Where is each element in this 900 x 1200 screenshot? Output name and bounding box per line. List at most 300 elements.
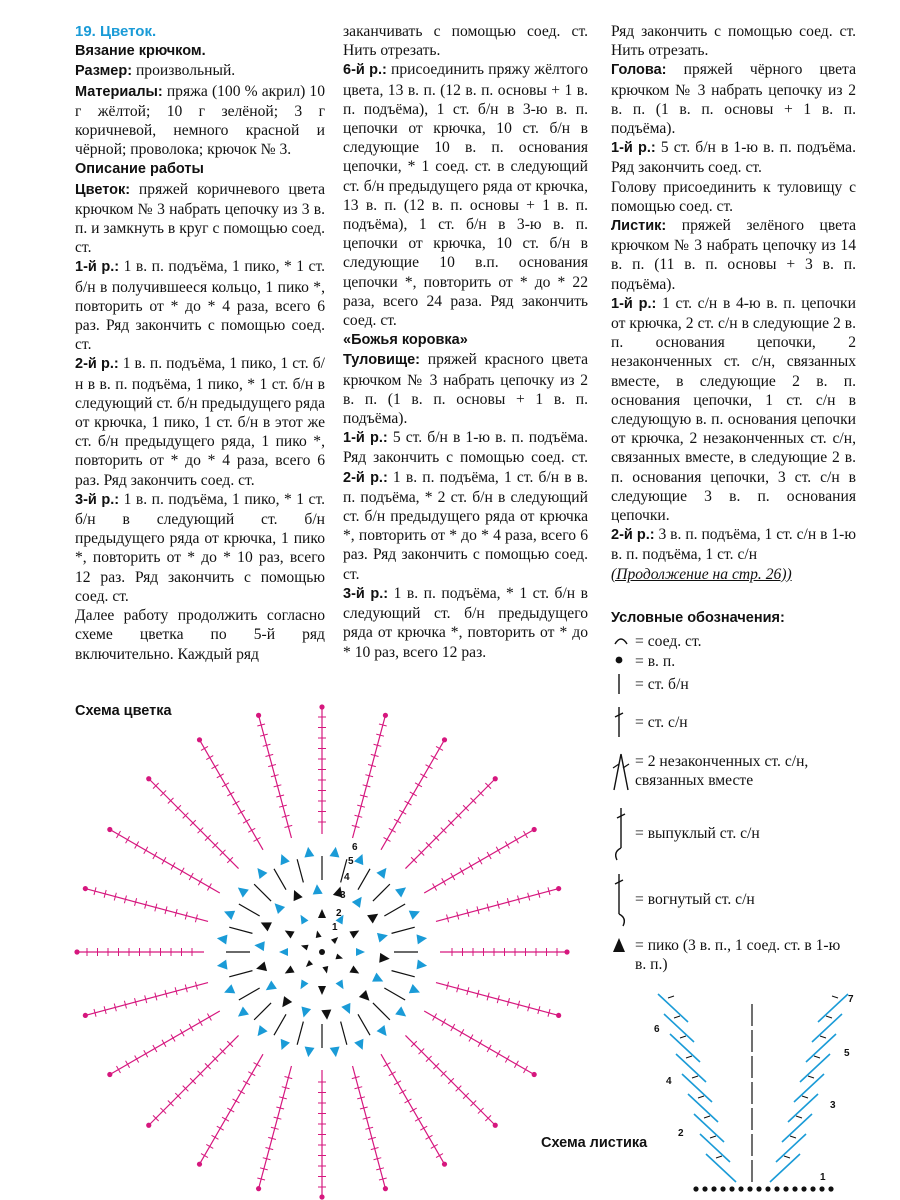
petal-tick [405, 1099, 412, 1103]
picot-mark [314, 930, 321, 938]
petal-tick [135, 842, 139, 849]
petal-tick [384, 837, 391, 841]
petal-tick [415, 783, 422, 787]
picot-mark [312, 884, 323, 895]
petal-tip [493, 1123, 498, 1128]
leaf-tick [716, 1156, 722, 1158]
petal-tick [460, 868, 464, 875]
chain-dot [801, 1186, 806, 1191]
chain-icon [611, 652, 635, 668]
legend-item-dc2tog [611, 752, 855, 792]
petal-tick [189, 1024, 193, 1031]
petal-line [85, 889, 208, 922]
petal-tip [107, 827, 112, 832]
picot-icon [611, 936, 635, 956]
petal-tick [198, 1019, 202, 1026]
flower-diagram [60, 700, 580, 1200]
picot-mark [254, 1025, 268, 1039]
stitch-mark [297, 859, 303, 882]
petal-tick [126, 1061, 130, 1068]
stitch-mark [274, 869, 286, 890]
chain-dot [702, 1186, 707, 1191]
leaf-stitch [800, 1054, 830, 1082]
petal-tick [505, 1056, 509, 1063]
row-number: 4 [666, 1076, 672, 1087]
petal-line [149, 1035, 239, 1125]
picot-mark [417, 959, 428, 970]
petal-tick [207, 884, 211, 891]
picot-mark [235, 884, 249, 898]
petal-tick [206, 1144, 213, 1148]
petal-tick [227, 792, 234, 796]
size-label: Размер: [75, 63, 133, 80]
petal-line [405, 1035, 495, 1125]
chain-dot [783, 1186, 788, 1191]
petal-tick [394, 1081, 401, 1085]
petal-tick [399, 1090, 406, 1094]
picot-mark [297, 979, 308, 991]
leaf-stitch [706, 1154, 736, 1182]
picot-mark [259, 918, 272, 931]
picot-mark [349, 927, 361, 938]
legend-item-chain [611, 652, 675, 671]
chain-dot [711, 1186, 716, 1191]
petal-tick [405, 801, 412, 805]
picot-mark [376, 865, 390, 879]
petal-tick [410, 1108, 417, 1112]
picot-mark [321, 1009, 332, 1020]
picot-mark [329, 846, 340, 857]
legend-text: = пико (3 в. п., 1 соед. ст. в 1-ю в. п.) [635, 937, 841, 973]
stitch-mark [392, 971, 415, 977]
chain-dot [810, 1186, 815, 1191]
body-text: пряжей красного цвета крючком № 3 набрать цепочку из 2 в. п. (1 в. п. основы + 1 в. п. подъёма). [343, 351, 588, 428]
leaf-tick [674, 1016, 680, 1018]
leaf-tick [704, 1116, 710, 1118]
petal-tip [442, 1162, 447, 1167]
leaf-tick [820, 1036, 826, 1038]
leaf-tick [668, 996, 674, 998]
leaf-tick [686, 1056, 692, 1058]
petal-tip [383, 713, 388, 718]
picot-mark [395, 1006, 409, 1020]
petal-tick [222, 783, 229, 787]
row3-text: 1 в. п. подъёма, 1 пико, * 1 ст. б/н в следующий ст. б/н предыдущего ряда от крючка, 1 пико *, повторить от * до * 10 раз, всего 12 раз. Ряд закончить с помощью соед. ст. [75, 490, 325, 605]
petal-tick [198, 878, 202, 885]
picot-mark [377, 930, 389, 942]
petal-tip [564, 949, 569, 954]
petal-tip [319, 1194, 324, 1199]
petal-tick [460, 1029, 464, 1036]
petal-tick [384, 1063, 391, 1067]
petal-tick [243, 1081, 250, 1085]
petal-tip [197, 1162, 202, 1167]
petal-tick [212, 765, 219, 769]
leaf-tick [784, 1156, 790, 1158]
picot-mark [279, 948, 288, 956]
petal-tick [399, 810, 406, 814]
petal-tip [256, 713, 261, 718]
leaf-text: пряжей зелёного цвета крючком № 3 набрать цепочку из 14 в. п. (11 в. п. основы + 3 в. п. подъёма). [611, 217, 856, 293]
leaf-tick [802, 1096, 808, 1098]
column-3 [611, 22, 856, 584]
flower-schema-label: Схема цветка [75, 703, 172, 719]
legend-item-picot [611, 936, 855, 974]
petal-tick [233, 801, 240, 805]
petal-tick [514, 836, 518, 843]
row-number: 2 [336, 908, 342, 919]
picot-mark [254, 940, 265, 951]
leaf-stitch [688, 1094, 718, 1122]
attach-text: Голову присоединить к туловищу с помощью соед. ст. [611, 178, 856, 215]
petal-tick [206, 756, 213, 760]
leaf-stitch [818, 994, 848, 1022]
leaf-label: Листик: [611, 218, 667, 235]
legend-text: = соед. ст. [635, 633, 702, 650]
picot-mark [277, 1039, 290, 1052]
body-row2-text: 1 в. п. подъёма, 1 ст. б/н в в. п. подъёма, * 2 ст. б/н в следующий ст. б/н предыдущего ряда от крючка *, повторить от * до * 4 раза, всего 6 раз. Ряд закончить с помощью соед. ст. [343, 468, 588, 583]
petal-tip [83, 1013, 88, 1018]
picot-mark [395, 883, 409, 897]
petal-tip [83, 886, 88, 891]
materials-label: Материалы: [75, 83, 163, 100]
chain-dot [729, 1186, 734, 1191]
petal-tick [496, 1050, 500, 1057]
row-number: 1 [332, 922, 338, 933]
picot-mark [278, 996, 292, 1010]
petal-tick [144, 847, 148, 854]
flower-label: Цветок: [75, 181, 131, 198]
picot-mark [216, 933, 227, 944]
petal-tick [201, 746, 208, 750]
leaf-stitch [700, 1134, 730, 1162]
petal-tick [478, 1040, 482, 1047]
back-post-dc-icon [611, 872, 635, 928]
leaf-diagram [648, 984, 868, 1199]
head-row1-text: 5 ст. б/н в 1-ю в. п. подъёма. Ряд закончить соед. ст. [611, 139, 856, 177]
chain-dot [720, 1186, 725, 1191]
picot-mark [253, 865, 267, 879]
leaf-stitch [794, 1074, 824, 1102]
row-number: 7 [848, 994, 854, 1005]
legend-item-fpdc [611, 806, 760, 862]
petal-tick [227, 1108, 234, 1112]
picot-mark [379, 953, 390, 964]
petal-tick [254, 837, 261, 841]
picot-mark [283, 966, 295, 977]
col2-cont-text: заканчивать с помощью соед. ст. Нить отрезать. [343, 23, 588, 60]
stitch-mark [239, 988, 260, 1000]
picot-mark [297, 913, 308, 925]
double-crochet-icon [611, 705, 635, 739]
head-text: пряжей чёрного цвета крючком № 3 набрать цепочку из 2 в. п. (1 в. п. основы + 1 в. п. подъёма). [611, 61, 856, 138]
petal-line [424, 1011, 534, 1075]
petal-tick [248, 1072, 255, 1076]
picot-mark [341, 1003, 354, 1016]
stitch-mark [384, 988, 405, 1000]
row-number: 6 [654, 1024, 660, 1035]
row-number: 3 [830, 1100, 836, 1111]
petal-tick [217, 774, 224, 778]
center-ring [319, 949, 325, 955]
petal-tick [254, 1063, 261, 1067]
legend-text: = ст. б/н [635, 676, 689, 693]
picot-mark [283, 927, 295, 938]
chain-dot [738, 1186, 743, 1191]
petal-line [353, 1066, 386, 1189]
petal-line [259, 1066, 292, 1189]
picot-mark [356, 948, 365, 956]
petal-tick [389, 1072, 396, 1076]
petal-tick [505, 842, 509, 849]
picot-mark [318, 909, 326, 918]
stitch-mark [358, 1014, 370, 1035]
stitch-mark [274, 1014, 286, 1035]
materials-text: пряжа (100 % акрил) 10 г жёлтой; 10 г зелёной; 3 г коричневой, немного красной и чёрной; проволока; крючок № 3. [75, 82, 325, 159]
row2-label: 2-й р.: [75, 356, 119, 373]
body-row3-label: 3-й р.: [343, 585, 389, 602]
picot-mark [409, 984, 422, 997]
article-title: 19. Цветок. [75, 23, 157, 40]
petal-tick [233, 1099, 240, 1103]
petal-tick [433, 1014, 437, 1021]
picot-mark [303, 1047, 314, 1058]
picot-mark [331, 935, 340, 944]
petal-tick [201, 1154, 208, 1158]
size-text: произвольный. [132, 62, 236, 80]
leaf-stitch [670, 1034, 700, 1062]
legend-item-bpdc [611, 872, 755, 928]
stitch-mark [254, 1003, 271, 1020]
petal-tick [442, 878, 446, 885]
row6-label: 6-й р.: [343, 62, 387, 79]
petal-tick [451, 873, 455, 880]
dc2tog-icon [611, 752, 635, 792]
picot-mark [377, 1025, 391, 1039]
body-label: Туловище: [343, 352, 421, 369]
picot-mark [216, 960, 227, 971]
petal-tick [207, 1014, 211, 1021]
petal-tick [487, 1045, 491, 1052]
picot-mark [277, 852, 290, 865]
petal-line [436, 983, 559, 1016]
leaf-row1-text: 1 ст. с/н в 4-ю в. п. цепочки от крючка, 2 ст. с/н в следующие 2 в. п. основания цепочки, 2 незаконченных ст. с/н, связанных вместе, в следующие 2 в. п. основания цепочки, 1 ст. с/н в следующую в. п. основания цепочки от крючка, 2 незаконченных ст. с/н, связанных вместе, в следующие 2 в. п. основания цепочки, 3 ст. с/н в следующие 3 в. п. основания цепочки. [611, 294, 856, 525]
leaf-stitch [658, 994, 688, 1022]
row1-text: 1 в. п. подъёма, 1 пико, * 1 ст. б/н в получившееся кольцо, 1 пико *, повторить от * до * 4 раза, всего 6 раз. Ряд закончить с помощью соед. ст. [75, 258, 325, 354]
column-1 [75, 22, 325, 664]
petal-line [381, 740, 445, 850]
body-row1-text: 5 ст. б/н в 1-ю в. п. подъёма. Ряд закончить с помощью соед. ст. [343, 429, 588, 467]
petal-tick [394, 819, 401, 823]
ladybug-heading: «Божья коровка» [343, 332, 468, 349]
stitch-mark [239, 904, 260, 916]
petal-tick [514, 1061, 518, 1068]
leaf-tick [832, 996, 838, 998]
picot-mark [300, 943, 308, 951]
picot-mark [354, 852, 367, 865]
petal-line [353, 715, 386, 838]
picot-mark [235, 1007, 249, 1021]
picot-mark [367, 910, 381, 924]
legend-text: = 2 незаконченных ст. с/н, связанных вместе [635, 753, 809, 789]
head-row1-label: 1-й р.: [611, 140, 656, 157]
picot-mark [352, 894, 366, 908]
petal-tick [420, 774, 427, 778]
petal-tip [256, 1186, 261, 1191]
petal-tick [410, 792, 417, 796]
picot-mark [299, 1006, 311, 1018]
chain-dot [792, 1186, 797, 1191]
petal-tick [436, 746, 443, 750]
leaf-stitch [676, 1054, 706, 1082]
leaf-stitch [682, 1074, 712, 1102]
picot-mark [417, 933, 428, 944]
picot-mark [409, 907, 422, 920]
picot-mark [349, 966, 361, 977]
body-row1-label: 1-й р.: [343, 430, 388, 447]
legend-text: = выпуклый ст. с/н [635, 825, 760, 842]
row-number: 4 [344, 872, 350, 883]
petal-tick [524, 831, 528, 838]
petal-tick [426, 765, 433, 769]
row-number: 1 [820, 1172, 826, 1183]
work-heading: Описание работы [75, 161, 204, 178]
petal-tip [197, 737, 202, 742]
petal-tick [433, 884, 437, 891]
petal-line [149, 779, 239, 869]
picot-mark [330, 1047, 341, 1058]
leaf-row2-label: 2-й р.: [611, 527, 655, 544]
picot-mark [359, 990, 373, 1004]
legend-text: = ст. с/н [635, 714, 688, 731]
petal-line [436, 889, 559, 922]
petal-line [85, 983, 208, 1016]
chain-dot [774, 1186, 779, 1191]
petal-tick [469, 863, 473, 870]
petal-tick [135, 1056, 139, 1063]
picot-mark [335, 954, 343, 962]
leaf-tick [826, 1016, 832, 1018]
picot-mark [289, 888, 302, 901]
petal-tick [487, 852, 491, 859]
picot-mark [372, 973, 385, 986]
petal-line [110, 1011, 220, 1075]
petal-tick [162, 857, 166, 864]
petal-tick [162, 1040, 166, 1047]
petal-tip [493, 776, 498, 781]
continued-link[interactable]: (Продолжение на стр. 26)) [611, 565, 792, 583]
petal-tick [420, 1126, 427, 1130]
row3-label: 3-й р.: [75, 491, 120, 508]
petal-line [110, 830, 220, 894]
legend-item-dc [611, 705, 688, 739]
body-row2-label: 2-й р.: [343, 469, 388, 486]
subtitle: Вязание крючком. [75, 43, 206, 60]
leaf-tick [710, 1136, 716, 1138]
column-2 [343, 22, 588, 662]
petal-tip [107, 1072, 112, 1077]
petal-tick [153, 1045, 157, 1052]
leaf-stitch [806, 1034, 836, 1062]
petal-tick [436, 1154, 443, 1158]
petal-tick [524, 1066, 528, 1073]
chain-dot [765, 1186, 770, 1191]
legend-text: = вогнутый ст. с/н [635, 891, 755, 908]
petal-tick [469, 1035, 473, 1042]
chain-dot [819, 1186, 824, 1191]
row2-text: 1 в. п. подъёма, 1 пико, 1 ст. б/н в в. п. подъёма, 1 пико, * 1 ст. б/н в следующий ст. б/н предыдущего ряда от крючка, 1 пико, 1 ст. б/н в этот же ст. б/н предыдущего ряда, 1 пико *, повторить от * до * 4 раза, всего 6 раз. Ряд закончить соед. ст. [75, 355, 325, 489]
leaf-stitch [788, 1094, 818, 1122]
leaf-row1-label: 1-й р.: [611, 295, 657, 312]
petal-tick [116, 1066, 120, 1073]
legend-title: Условные обозначения: [611, 610, 785, 626]
petal-tip [532, 827, 537, 832]
row1-label: 1-й р.: [75, 259, 120, 276]
stitch-mark [392, 927, 415, 933]
chain-dot [828, 1186, 833, 1191]
picot-mark [222, 907, 235, 920]
stitch-mark [229, 927, 252, 933]
slip-stitch-icon [611, 632, 635, 648]
leaf-tick [692, 1076, 698, 1078]
stitch-mark [254, 884, 271, 901]
petal-tip [556, 1013, 561, 1018]
front-post-dc-icon [611, 806, 635, 862]
stitch-mark [358, 869, 370, 890]
petal-line [200, 740, 264, 850]
petal-line [424, 830, 534, 894]
picot-mark [255, 961, 267, 973]
legend-item-sc [611, 672, 689, 696]
chain-dot [756, 1186, 761, 1191]
chain-dot [693, 1186, 698, 1191]
picot-mark [271, 900, 285, 914]
further-text: Далее работу продолжить согласно схеме цветка по 5-й ряд включительно. Каждый ряд [75, 607, 325, 663]
leaf-stitch [664, 1014, 694, 1042]
row-number: 6 [352, 842, 358, 853]
petal-tick [243, 819, 250, 823]
stitch-mark [384, 904, 405, 916]
col3-cont-text: Ряд закончить с помощью соед. ст. Нить отрезать. [611, 23, 856, 60]
picot-mark [336, 979, 347, 991]
petal-tick [238, 810, 245, 814]
petal-tick [126, 836, 130, 843]
petal-tick [189, 873, 193, 880]
leaf-tick [680, 1036, 686, 1038]
petal-line [405, 779, 495, 869]
petal-tick [153, 852, 157, 859]
petal-tick [171, 863, 175, 870]
petal-tip [146, 1123, 151, 1128]
leaf-row2-text: 3 в. п. подъёма, 1 ст. с/н в 1-ю в. п. подъёма, 1 ст. с/н [611, 526, 857, 564]
body-row3-text: 1 в. п. подъёма, * 1 ст. б/н в следующий ст. б/н предыдущего ряда от крючка *, повторить от * до * 10 раз, всего 12 раз. [343, 584, 588, 661]
petal-tip [74, 949, 79, 954]
petal-tick [212, 1135, 219, 1139]
petal-tick [217, 1126, 224, 1130]
leaf-tick [698, 1096, 704, 1098]
petal-line [381, 1054, 445, 1164]
petal-tick [116, 831, 120, 838]
petal-tick [442, 1019, 446, 1026]
leaf-stitch [776, 1134, 806, 1162]
single-crochet-icon [611, 672, 635, 696]
petal-tick [238, 1090, 245, 1094]
leaf-tick [814, 1056, 820, 1058]
petal-line [259, 715, 292, 838]
leaf-tick [808, 1076, 814, 1078]
petal-tick [426, 1135, 433, 1139]
stitch-mark [373, 884, 390, 901]
